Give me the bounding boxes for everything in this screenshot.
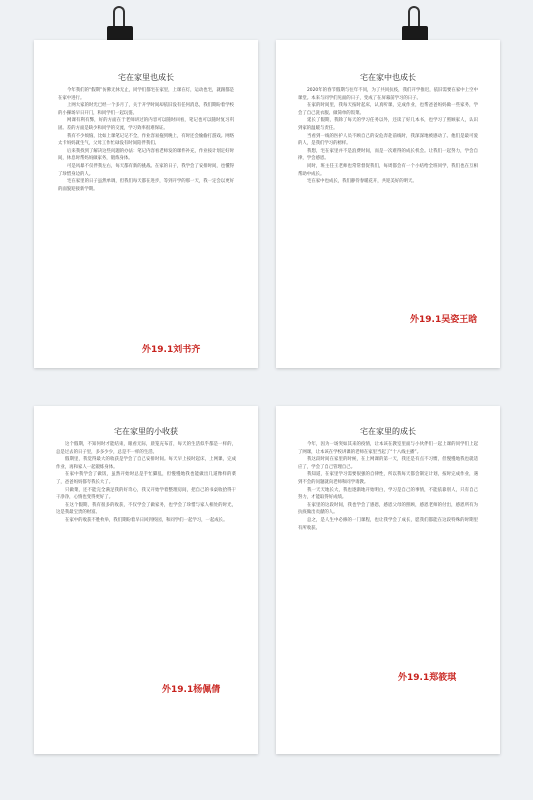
essay-body — [298, 441, 478, 532]
essay-sheet — [34, 40, 258, 368]
essay-sheet — [276, 406, 500, 754]
paragraph: 宅在家里的日子虽然单调，但我们每天都在进步，等到开学的那一天，我一定会以更好的面貌迎接新学期。 — [58, 179, 234, 192]
paragraph: 我想，宅在家里并不是浪费时间，而是一次难得的成长机会。让我们一起努力，学会自律，学会感恩。 — [298, 148, 478, 162]
paragraph: 宅在家中也成长，我们静待春暖花开，共迎美好的明天。 — [307, 179, 417, 185]
paragraph: 我这段时间在家里的时候，在上网课的第一天，我还是有点不习惯，但慢慢地我也就适应了，学会了自己管理自己。 — [298, 457, 478, 470]
paragraph: 我一天天地长大，我也逐渐地开始明白，学习是自己的事情，不能依靠别人，只有自己努力，才能取得好成绩。 — [298, 487, 478, 501]
paragraph: 这个假期，不知何时才能结束，眼看无际，晨笼充布首，每天的生活似乎都是一样的，总是过去的日子里，多多少少，总是不一样的生活。 — [56, 442, 236, 455]
paragraph: 同时，班主任王老师也常常督促我们，每周都会有一个小结给全班同学，我们也在互相帮助中成长。 — [298, 163, 478, 177]
essay-title: 宅在家中也成长 — [360, 73, 416, 82]
paragraph: 在这个假期，我有很多的收获，不仅学会了做家务，也学会了珍惜与家人相处的时光，这是我最宝贵的财富。 — [56, 502, 236, 516]
essay-body — [58, 87, 234, 193]
paragraph: 上网大家的时光已经一个多月了，关于开学时间却依旧没有任何消息，我们期盼着学校的小操场早日开门，和同学们一起玩耍。 — [58, 103, 234, 116]
paragraph: 今年，因为一场突如其来的疫情，让本该在教室里面与小伙伴们一起上课的同学们上起了网课，让本该在学校讲课的老师在家里当起了“十八线主播”。 — [298, 442, 478, 455]
paragraph: 在家的时间里，我每天按时起床，认真听课，完成作业，也帮爸爸妈妈做一些家务，学会了自己洗衣服、做简单的饭菜。 — [298, 103, 478, 116]
author-signature: 外19.1刘书齐 — [142, 345, 201, 355]
essay-sheet — [34, 406, 258, 754]
essay-body — [298, 87, 478, 186]
paragraph: 在家中我学会了做饭，虽然开始时总是手忙脚乱，但慢慢地我也能做出几道像样的菜了，爸爸妈妈都夸我长大了。 — [56, 472, 236, 485]
essay-body — [56, 441, 236, 525]
paragraph: 网课有利有弊，好的方面在于老师讲过的内容可以随时回看，笔记也可以随时复习巩固。差的方面是缺少和同学的交流，学习效率很难保证。 — [58, 118, 234, 131]
paragraph: 只做菜，还不能完全满足我的好奇心，我又开始学着整理房间，把自己的书桌收拾得干干净净，心情也变得更好了。 — [56, 487, 236, 501]
author-signature: 外19.1吴姿王晗 — [410, 315, 478, 325]
essay-title: 宅在家里的成长 — [360, 427, 416, 436]
paragraph: 在家里的这段时间，我也学会了感恩，感恩父母的照顾，感恩老师的付出，感恩所有为抗疫做出贡献的人。 — [298, 502, 478, 516]
paragraph: 延长了假期，我除了每天的学习任务以外，还读了好几本书，也学习了照顾家人，认识到家的温暖与责任。 — [298, 118, 478, 131]
paragraph: 在家中的收获不胜枚举，我们期盼着早日回到校园，和同学们一起学习，一起成长。 — [65, 517, 228, 523]
essay-title: 宅在家里也成长 — [118, 73, 174, 82]
paragraph: 2020年的春节假期与往年不同，为了共同抗疫，我们开学推迟，依旧需要在家中上空中课堂。本来与同学们见面的日子，变成了在屏幕前学习的日子。 — [298, 88, 478, 101]
paragraph: 后来我找到了解决这些问题的办法：笔记内容看老师发的课件补充，作业按计划定好时间，休息时帮妈妈做家务，锻炼身体。 — [58, 148, 234, 162]
paragraph: 我有不少烦恼，比如上课笔记记不全，作业容易拖到晚上，有时还会偷偷打游戏。网络太卡妈妈就生气，父母工作忙碌没有时间陪伴我们。 — [58, 133, 234, 147]
paragraph: 我知道，在家里学习需要很强的自律性，所以我每天都会制定计划，按时完成作业，遇到不会的问题就向老师和同学请教。 — [298, 472, 478, 485]
author-signature: 外19.1郑筱琪 — [398, 673, 457, 683]
paragraph: 可是风暴不仅伴我左右，每天都有新的挑战。在家的日子，我学会了安排时间，也懂得了珍惜身边的人。 — [58, 163, 234, 177]
paragraph: 假期里，我觉得最大的收获是学会了自己安排时间。每天早上按时起床，上网课，完成作业，再和家人一起锻炼身体。 — [56, 457, 236, 470]
essay-title: 宅在家里的小收获 — [114, 427, 178, 436]
paragraph: 总之，是人生中必修的一门课程，也让我学会了成长，愿我们都能在这段特殊的时期里有所收获。 — [298, 517, 478, 531]
paragraph: 当看到一线的医护人员不顾自己的安危奔赴前线时，我深深地被感动了。他们是最可爱的人，是我们学习的榜样。 — [298, 133, 478, 147]
essay-sheet — [276, 40, 500, 368]
paragraph: 今年我们的“假期”仿佛无休无止，同学们都宅在家里，上课在灯，运动也宅，就跟都是在家中进行。 — [58, 88, 235, 101]
author-signature: 外19.1杨佩倩 — [162, 685, 221, 695]
